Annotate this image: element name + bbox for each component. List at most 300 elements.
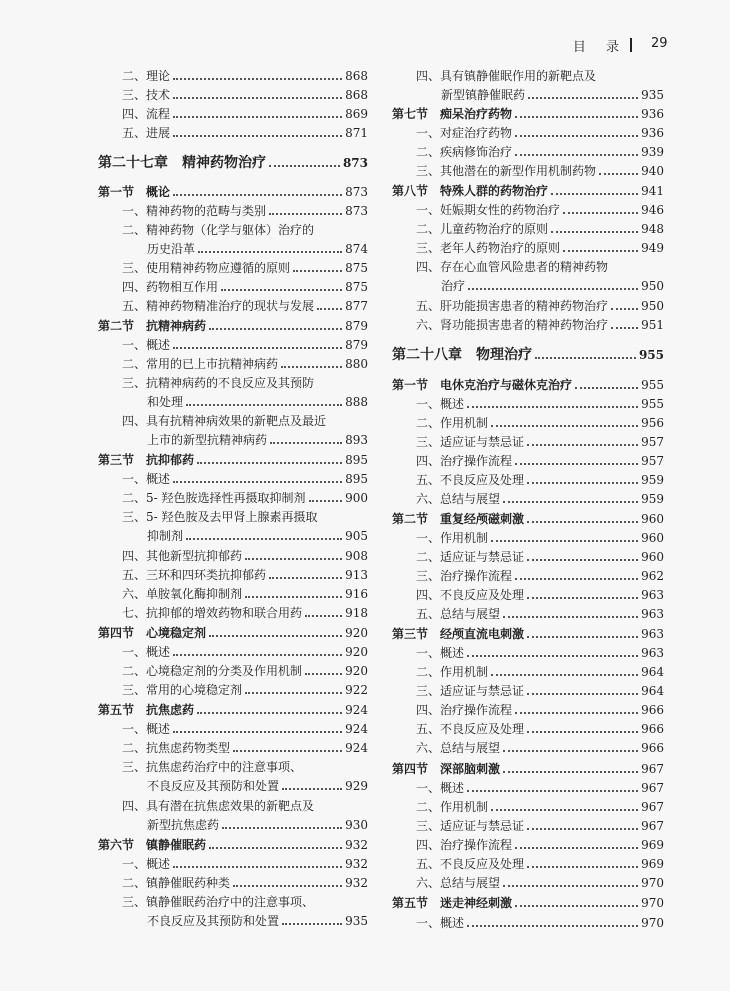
toc-entry-title: 三、老年人药物治疗的原则	[416, 241, 561, 255]
toc-page-number: 948	[641, 222, 664, 236]
dot-leader	[515, 135, 638, 137]
toc-item[interactable]	[392, 201, 664, 219]
toc-entry-title: 历史沿革	[147, 242, 196, 256]
toc-entry-title: 六、总结与展望	[416, 741, 501, 755]
toc-page-number: 967	[641, 819, 664, 833]
toc-entry-title: 上市的新型抗精神病药	[147, 433, 268, 447]
toc-item[interactable]	[98, 297, 368, 315]
toc-item[interactable]	[392, 779, 664, 797]
toc-entry-title: 四、不良反应及处理	[416, 588, 525, 602]
dot-leader	[468, 288, 638, 290]
toc-entry-title: 三、适应证与禁忌证	[416, 684, 525, 698]
toc-item[interactable]	[98, 489, 368, 507]
toc-page-number: 959	[641, 492, 664, 506]
toc-cont[interactable]	[98, 816, 368, 834]
toc-cont[interactable]	[98, 912, 368, 930]
dot-leader	[173, 481, 342, 483]
toc-page-number: 969	[641, 857, 664, 871]
toc-item[interactable]	[392, 663, 664, 681]
dot-leader	[282, 788, 342, 790]
toc-item[interactable]	[98, 566, 368, 584]
toc-page-number: 960	[641, 531, 664, 545]
toc-entry-title: 第二节 抗精神病药	[98, 319, 207, 333]
dot-leader	[503, 501, 638, 503]
toc-page-number: 913	[345, 568, 368, 582]
toc-page-number: 900	[345, 491, 368, 505]
toc-entry-title: 三、适应证与禁忌证	[416, 435, 525, 449]
toc-section[interactable]	[392, 894, 664, 912]
dot-leader	[269, 165, 340, 167]
toc-entry-title: 第二十八章 物理治疗	[392, 347, 532, 363]
toc-page-number: 967	[641, 800, 664, 814]
toc-page-number: 875	[345, 280, 368, 294]
toc-page-number: 875	[345, 261, 368, 275]
toc-item[interactable]	[98, 278, 368, 296]
dot-leader	[221, 289, 342, 291]
toc-entry-title: 第三节 抗抑郁药	[98, 453, 195, 467]
toc-page-number: 939	[641, 145, 664, 159]
dot-leader	[515, 712, 638, 714]
dot-leader	[563, 212, 638, 214]
toc-entry-title: 一、概述	[416, 646, 465, 660]
dot-leader	[197, 462, 342, 464]
toc-page-number: 918	[345, 606, 368, 620]
dot-leader	[527, 636, 638, 638]
toc-item[interactable]	[98, 874, 368, 892]
toc-entry-title: 三、治疗操作流程	[416, 569, 513, 583]
toc-item[interactable]	[392, 682, 664, 700]
toc-entry-title: 一、妊娠期女性的药物治疗	[416, 203, 561, 217]
dot-leader	[527, 866, 638, 868]
toc-entry-title: 六、单胺氧化酶抑制剂	[122, 587, 243, 601]
toc-item[interactable]	[98, 259, 368, 277]
dot-leader	[563, 250, 638, 252]
dot-leader	[527, 597, 638, 599]
dot-leader	[173, 97, 342, 99]
toc-item[interactable]	[98, 739, 368, 757]
toc-page-number: 924	[345, 722, 368, 736]
dot-leader	[173, 116, 342, 118]
toc-entry-title: 第三节 经颅直流电刺激	[392, 627, 525, 641]
dot-leader	[491, 809, 638, 811]
toc-entry-title: 第六节 镇静催眠药	[98, 838, 207, 852]
toc-item[interactable]	[392, 914, 664, 932]
toc-page-number: 963	[641, 607, 664, 621]
toc-page-number: 920	[345, 664, 368, 678]
toc-entry-title: 不良反应及其预防和处置	[147, 779, 280, 793]
dot-leader	[515, 578, 638, 580]
dot-leader	[233, 750, 342, 752]
toc-item-line: 四、具有镇静催眠作用的新靶点及	[416, 69, 597, 83]
dot-leader	[186, 538, 342, 540]
dot-leader	[575, 387, 638, 389]
dot-leader	[245, 558, 342, 560]
dot-leader	[173, 347, 342, 349]
toc-cont[interactable]	[98, 240, 368, 258]
toc-page-number: 868	[345, 88, 368, 102]
toc-item[interactable]	[392, 316, 664, 334]
toc-entry-title: 五、不良反应及处理	[416, 473, 525, 487]
toc-page-number: 959	[641, 473, 664, 487]
toc-item[interactable]	[392, 567, 664, 585]
toc-entry-title: 六、总结与展望	[416, 492, 501, 506]
dot-leader	[503, 885, 638, 887]
toc-section[interactable]	[98, 183, 368, 201]
toc-page-number: 920	[345, 626, 368, 640]
toc-cont[interactable]	[98, 431, 368, 449]
dot-leader	[173, 78, 342, 80]
dot-leader	[173, 731, 342, 733]
toc-page-number: 963	[641, 627, 664, 641]
dot-leader	[515, 116, 638, 118]
toc-section[interactable]	[392, 182, 664, 200]
toc-entry-title: 二、常用的已上市抗精神病药	[122, 357, 279, 371]
dot-leader	[317, 308, 342, 310]
toc-entry-title: 七、抗抑郁的增效药物和联合用药	[122, 606, 303, 620]
toc-item[interactable]	[98, 681, 368, 699]
toc-item[interactable]	[392, 143, 664, 161]
toc-section[interactable]	[392, 105, 664, 123]
toc-page-number: 966	[641, 722, 664, 736]
toc-item[interactable]	[392, 720, 664, 738]
page-number: 29	[651, 36, 668, 51]
toc-item[interactable]	[392, 414, 664, 432]
toc-page-number: 949	[641, 241, 664, 255]
toc-item[interactable]	[392, 548, 664, 566]
toc-entry-title: 第五节 迷走神经刺激	[392, 896, 513, 910]
dot-leader	[293, 270, 342, 272]
toc-entry-title: 第四节 心境稳定剂	[98, 626, 207, 640]
toc-item-line: 三、5- 羟色胺及去甲肾上腺素再摄取	[122, 510, 318, 524]
toc-cont[interactable]	[392, 86, 664, 104]
toc-page-number: 966	[641, 741, 664, 755]
toc-entry-title: 抑制剂	[147, 529, 184, 543]
toc-item[interactable]	[392, 452, 664, 470]
toc-page-number: 966	[641, 703, 664, 717]
toc-item-line: 四、具有抗精神病效果的新靶点及最近	[122, 414, 327, 428]
toc-page-number: 950	[641, 299, 664, 313]
toc-page-number: 955	[641, 397, 664, 411]
dot-leader	[551, 193, 638, 195]
toc-entry-title: 治疗	[441, 279, 466, 293]
toc-page-number: 924	[345, 703, 368, 717]
toc-item[interactable]	[98, 86, 368, 104]
toc-section[interactable]	[98, 451, 368, 469]
toc-entry-title: 一、概述	[416, 781, 465, 795]
toc-item[interactable]	[98, 643, 368, 661]
toc-entry-title: 二、5- 羟色胺选择性再摄取抑制剂	[122, 491, 306, 505]
dot-leader	[186, 404, 342, 406]
toc-page-number: 962	[641, 569, 664, 583]
toc-cont[interactable]	[392, 277, 664, 295]
toc-page-number: 970	[641, 876, 664, 890]
dot-leader	[281, 366, 342, 368]
toc-page-number: 967	[641, 762, 664, 776]
toc-page-number: 920	[345, 645, 368, 659]
toc-entry-title: 一、概述	[122, 857, 171, 871]
toc-section[interactable]	[392, 760, 664, 778]
toc-item[interactable]	[392, 433, 664, 451]
toc-entry-title: 二、适应证与禁忌证	[416, 550, 525, 564]
toc-entry-title: 二、镇静催眠药种类	[122, 876, 231, 890]
toc-page-number: 908	[345, 549, 368, 563]
toc-entry-title: 四、药物相互作用	[122, 280, 219, 294]
toc-page-number: 936	[641, 107, 664, 121]
toc-item[interactable]	[392, 644, 664, 662]
toc-page-number: 869	[345, 107, 368, 121]
page-header	[0, 36, 730, 56]
toc-item[interactable]	[392, 798, 664, 816]
toc-item-line: 四、存在心血管风险患者的精神药物	[416, 260, 609, 274]
toc-item-line: 四、具有潜在抗焦虑效果的新靶点及	[122, 799, 315, 813]
toc-entry-title: 第二十七章 精神药物治疗	[98, 155, 266, 171]
toc-entry-title: 二、疾病修饰治疗	[416, 145, 513, 159]
toc-item[interactable]	[98, 124, 368, 142]
dot-leader	[270, 442, 342, 444]
toc-page-number: 941	[641, 184, 664, 198]
toc-page-number: 922	[345, 683, 368, 697]
toc-item[interactable]	[392, 471, 664, 489]
toc-entry-title: 一、概述	[122, 645, 171, 659]
toc-cont[interactable]	[98, 527, 368, 545]
toc-page-number: 964	[641, 665, 664, 679]
toc-item[interactable]	[392, 124, 664, 142]
dot-leader	[503, 771, 638, 773]
toc-item-line: 三、抗精神病药的不良反应及其预防	[122, 376, 315, 390]
dot-leader	[222, 827, 342, 829]
dot-leader	[305, 615, 342, 617]
toc-page-number: 956	[641, 416, 664, 430]
toc-section[interactable]	[392, 625, 664, 643]
dot-leader	[515, 905, 638, 907]
toc-item[interactable]	[98, 336, 368, 354]
toc-page-number: 955	[638, 348, 664, 362]
toc-page-number: 970	[641, 896, 664, 910]
dot-leader	[173, 654, 342, 656]
toc-item[interactable]	[392, 297, 664, 315]
toc-page-number: 951	[641, 318, 664, 332]
toc-entry-title: 和处理	[147, 395, 184, 409]
toc-page-number: 929	[345, 779, 368, 793]
toc-item[interactable]	[98, 855, 368, 873]
toc-entry-title: 六、总结与展望	[416, 876, 501, 890]
toc-item[interactable]	[392, 701, 664, 719]
toc-entry-title: 五、精神药物精准治疗的现状与发展	[122, 299, 315, 313]
toc-entry-title: 二、作用机制	[416, 665, 489, 679]
dot-leader	[527, 731, 638, 733]
toc-item[interactable]	[392, 529, 664, 547]
toc-section[interactable]	[392, 510, 664, 528]
toc-entry-title: 五、进展	[122, 126, 171, 140]
toc-entry-title: 二、抗焦虑药物类型	[122, 741, 231, 755]
toc-page-number: 893	[345, 433, 368, 447]
toc-chapter[interactable]	[392, 346, 664, 364]
dot-leader	[282, 923, 342, 925]
dot-leader	[527, 559, 638, 561]
dot-leader	[197, 712, 342, 714]
toc-entry-title: 四、流程	[122, 107, 171, 121]
toc-page-number: 916	[345, 587, 368, 601]
toc-entry-title: 三、技术	[122, 88, 171, 102]
toc-page-number: 970	[641, 916, 664, 930]
toc-item[interactable]	[392, 605, 664, 623]
toc-entry-title: 一、概述	[122, 338, 171, 352]
toc-entry-title: 四、治疗操作流程	[416, 454, 513, 468]
toc-item[interactable]	[98, 470, 368, 488]
toc-entry-title: 第八节 特殊人群的药物治疗	[392, 184, 549, 198]
dot-leader	[491, 540, 638, 542]
toc-page-number: 946	[641, 203, 664, 217]
dot-leader	[535, 357, 636, 359]
toc-item[interactable]	[392, 874, 664, 892]
toc-item[interactable]	[392, 395, 664, 413]
toc-page-number: 936	[641, 126, 664, 140]
toc-page-number: 930	[345, 818, 368, 832]
dot-leader	[611, 327, 638, 329]
toc-item[interactable]	[392, 855, 664, 873]
toc-page-number: 888	[345, 395, 368, 409]
toc-page-number: 935	[641, 88, 664, 102]
toc-item[interactable]	[392, 739, 664, 757]
toc-page-number: 880	[345, 357, 368, 371]
toc-entry-title: 二、理论	[122, 69, 171, 83]
dot-leader	[551, 231, 638, 233]
dot-leader	[527, 521, 638, 523]
toc-entry-title: 新型抗焦虑药	[147, 818, 220, 832]
toc-item[interactable]	[98, 105, 368, 123]
toc-section[interactable]	[98, 317, 368, 335]
dot-leader	[245, 692, 342, 694]
dot-leader	[467, 655, 638, 657]
toc-page-number: 964	[641, 684, 664, 698]
toc-entry-title: 一、概述	[416, 397, 465, 411]
toc-entry-title: 一、概述	[122, 472, 171, 486]
toc-entry-title: 三、使用精神药物应遵循的原则	[122, 261, 291, 275]
toc-entry-title: 四、治疗操作流程	[416, 703, 513, 717]
toc-chapter[interactable]	[98, 154, 368, 172]
toc-page-number: 868	[345, 69, 368, 83]
toc-entry-title: 一、概述	[416, 916, 465, 930]
toc-entry-title: 不良反应及其预防和处置	[147, 914, 280, 928]
toc-page-number: 955	[641, 378, 664, 392]
dot-leader	[527, 693, 638, 695]
toc-entry-title: 六、肾功能损害患者的精神药物治疗	[416, 318, 609, 332]
toc-page-number: 874	[345, 242, 368, 256]
toc-page-number: 879	[345, 319, 368, 333]
toc-page-number: 877	[345, 299, 368, 313]
toc-item[interactable]	[392, 239, 664, 257]
dot-leader	[467, 406, 638, 408]
toc-item[interactable]	[392, 586, 664, 604]
dot-leader	[269, 577, 342, 579]
toc-page-number: 932	[345, 876, 368, 890]
toc-item[interactable]	[98, 355, 368, 373]
toc-page-number: 873	[342, 156, 368, 170]
toc-item-line: 二、精神药物（化学与躯体）治疗的	[122, 223, 315, 237]
toc-item[interactable]	[392, 817, 664, 835]
toc-entry-title: 三、其他潜在的新型作用机制药物	[416, 164, 597, 178]
toc-entry-title: 一、精神药物的范畴与类别	[122, 204, 267, 218]
toc-page-number: 924	[345, 741, 368, 755]
dot-leader	[491, 674, 638, 676]
toc-item[interactable]	[98, 67, 368, 85]
header-label: 目 录	[572, 40, 627, 55]
toc-entry-title: 一、对症治疗药物	[416, 126, 513, 140]
dot-leader	[305, 673, 342, 675]
toc-item[interactable]	[98, 202, 368, 220]
toc-page-number: 873	[345, 185, 368, 199]
header-divider	[630, 38, 632, 52]
dot-leader	[528, 97, 638, 99]
toc-page-number: 969	[641, 838, 664, 852]
toc-page-number: 905	[345, 529, 368, 543]
toc-page-number: 963	[641, 646, 664, 660]
toc-section[interactable]	[98, 701, 368, 719]
toc-entry-title: 五、三环和四环类抗抑郁药	[122, 568, 267, 582]
dot-leader	[209, 847, 342, 849]
dot-leader	[269, 213, 342, 215]
toc-section[interactable]	[98, 624, 368, 642]
toc-entry-title: 一、概述	[122, 722, 171, 736]
toc-section[interactable]	[98, 836, 368, 854]
dot-leader	[198, 251, 342, 253]
toc-page-number: 873	[345, 204, 368, 218]
toc-entry-title: 二、儿童药物治疗的原则	[416, 222, 549, 236]
toc-entry-title: 第一节 电休克治疗与磁休克治疗	[392, 378, 573, 392]
dot-leader	[527, 482, 638, 484]
toc-item[interactable]	[98, 547, 368, 565]
toc-entry-title: 三、适应证与禁忌证	[416, 819, 525, 833]
toc-entry-title: 五、不良反应及处理	[416, 722, 525, 736]
toc-entry-title: 二、作用机制	[416, 800, 489, 814]
toc-item[interactable]	[98, 585, 368, 603]
toc-item[interactable]	[392, 836, 664, 854]
toc-section[interactable]	[392, 376, 664, 394]
dot-leader	[209, 635, 342, 637]
toc-item[interactable]	[392, 162, 664, 180]
dot-leader	[173, 866, 342, 868]
dot-leader	[491, 425, 638, 427]
toc-item-line: 三、镇静催眠药治疗中的注意事项、	[122, 895, 315, 909]
toc-entry-title: 四、其他新型抗抑郁药	[122, 549, 243, 563]
toc-entry-title: 第四节 深部脑刺激	[392, 762, 501, 776]
toc-item[interactable]	[98, 662, 368, 680]
dot-leader	[527, 828, 638, 830]
toc-item[interactable]	[392, 220, 664, 238]
toc-page-number: 967	[641, 781, 664, 795]
dot-leader	[503, 750, 638, 752]
dot-leader	[309, 500, 343, 502]
toc-page-number: 960	[641, 512, 664, 526]
toc-entry-title: 第一节 概论	[98, 185, 171, 199]
dot-leader	[611, 308, 638, 310]
toc-page-number: 963	[641, 588, 664, 602]
dot-leader	[233, 885, 342, 887]
toc-page-number: 895	[345, 453, 368, 467]
toc-item[interactable]	[98, 604, 368, 622]
toc-cont[interactable]	[98, 777, 368, 795]
toc-entry-title: 五、总结与展望	[416, 607, 501, 621]
toc-entry-title: 第七节 痴呆治疗药物	[392, 107, 513, 121]
toc-entry-title: 第五节 抗焦虑药	[98, 703, 195, 717]
toc-cont[interactable]	[98, 393, 368, 411]
toc-page-number: 950	[641, 279, 664, 293]
toc-entry-title: 新型镇静催眠药	[441, 88, 526, 102]
toc-entry-title: 五、肝功能损害患者的精神药物治疗	[416, 299, 609, 313]
toc-item[interactable]	[392, 490, 664, 508]
toc-entry-title: 五、不良反应及处理	[416, 857, 525, 871]
toc-item[interactable]	[98, 720, 368, 738]
